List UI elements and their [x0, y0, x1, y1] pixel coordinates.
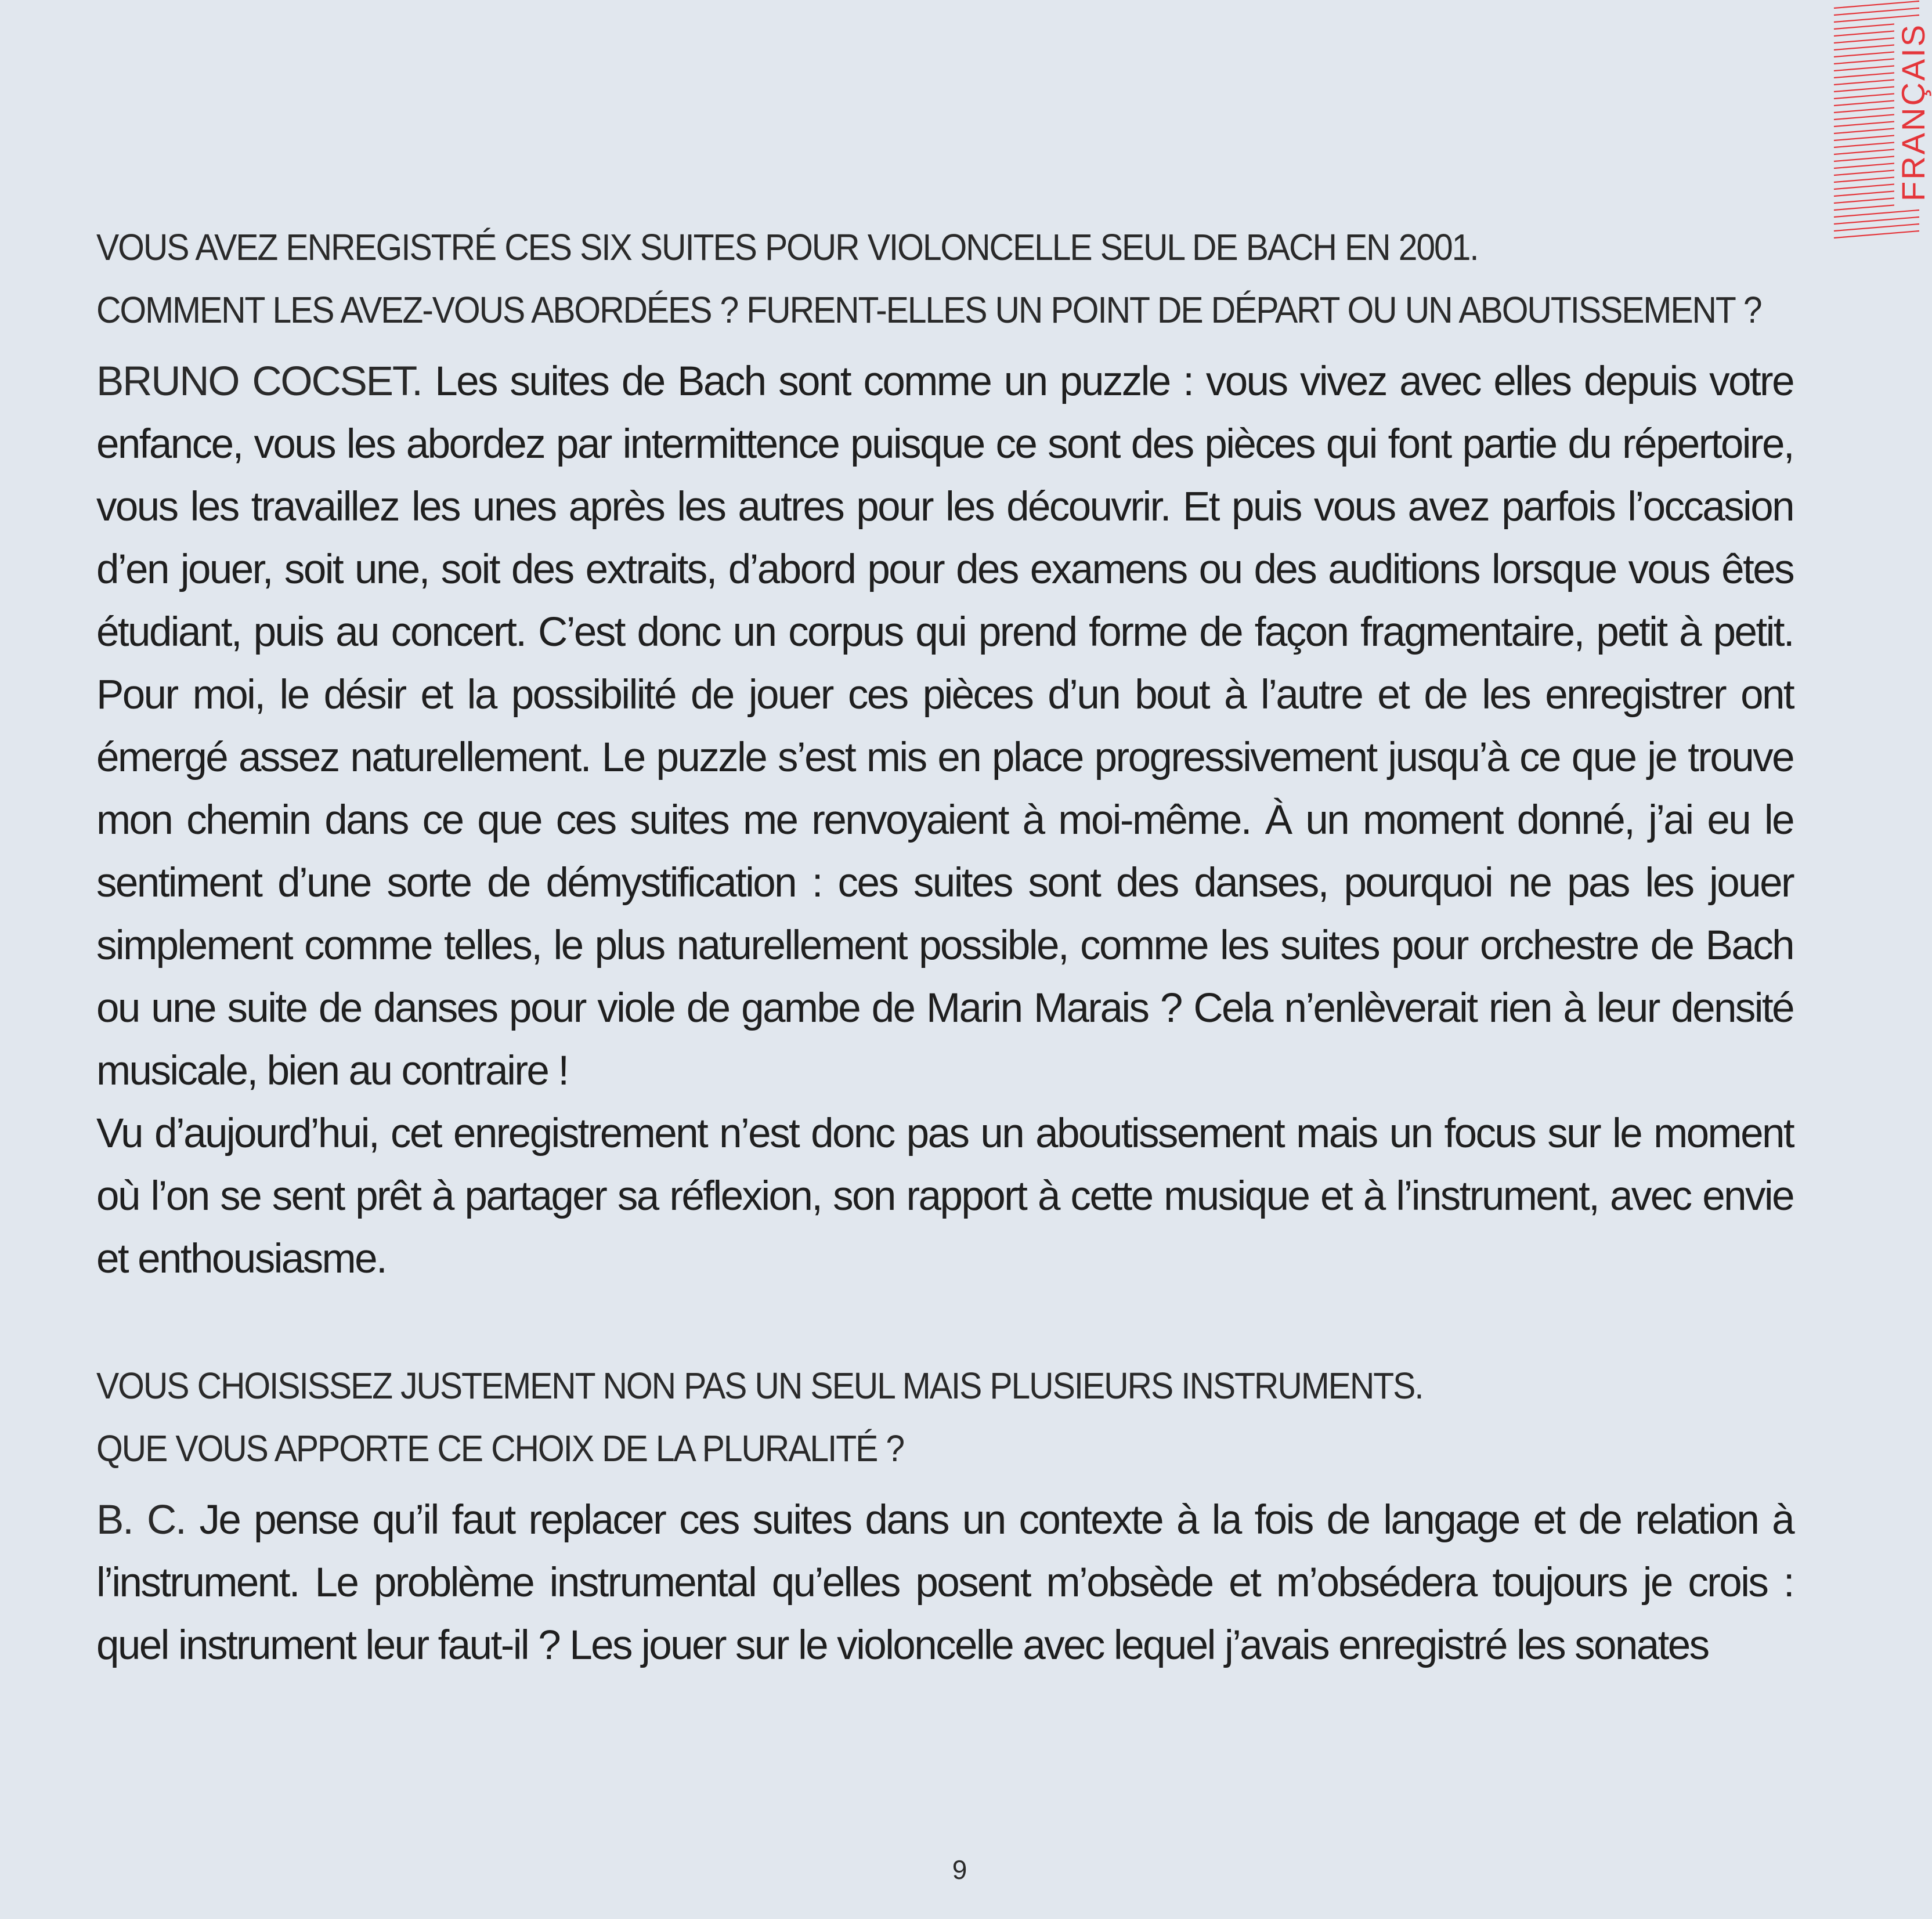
hatch-line [1834, 8, 1919, 15]
section-spacer [96, 1291, 1793, 1354]
question-line: QUE VOUS APPORTE CE CHOIX DE LA PLURALITÉ ? [96, 1427, 904, 1469]
speaker-name: BRUNO COCSET. [96, 359, 422, 404]
hatch-line [1834, 1, 1919, 8]
hatch-line [1834, 217, 1919, 224]
answer-2 [96, 1489, 1793, 1677]
hatch-line [1834, 231, 1919, 238]
question-2 [96, 1354, 1794, 1480]
hatch-line [1834, 224, 1919, 231]
question-line: VOUS AVEZ ENREGISTRÉ CES SIX SUITES POUR VIOLONCELLE SEUL DE BACH EN 2001. [96, 226, 1478, 268]
speaker-name: B. C. [96, 1497, 186, 1543]
question-line: VOUS CHOISISSEZ JUSTEMENT NON PAS UN SEUL MAIS PLUSIEURS INSTRUMENTS. [96, 1365, 1423, 1407]
answer-paragraph [96, 350, 1793, 1103]
language-tab [1834, 0, 1931, 244]
answer-paragraph: Vu d’aujourd’hui, cet enregistrement n’est donc pas un aboutissement mais un focus sur le moment où l’on se sent prêt à partager sa réflexion, son rapport à cette musique et à l’instrument, avec envie et enthousiasme. [96, 1111, 1793, 1282]
question-1 [96, 216, 1794, 341]
answer-paragraph [96, 1489, 1793, 1677]
hatch-line [1834, 210, 1919, 217]
answer-1 [96, 350, 1793, 1291]
answer-text: Je pense qu’il faut replacer ces suites dans un contexte à la fois de langage et de relation à l’instrument. Le problème instrumental qu’elles posent m’obsède et m’obsédera toujours je crois : quel instrument leur faut-il ? Les jouer sur le violoncelle avec lequel j’avais enregistré les sonates [96, 1497, 1793, 1668]
question-line: COMMENT LES AVEZ-VOUS ABORDÉES ? FURENT-ELLES UN POINT DE DÉPART OU UN ABOUTISSEMENT ? [96, 289, 1761, 331]
page-number: 9 [952, 1855, 967, 1885]
language-label: FRANÇAIS [1894, 19, 1932, 206]
interview-content [96, 216, 1793, 1677]
answer-text: Les suites de Bach sont comme un puzzle : vous vivez avec elles depuis votre enfance, vous les abordez par intermittence puisque ce sont des pièces qui font partie du répertoire, vous les travaillez les unes après les autres pour les découvrir. Et puis vous avez parfois l’occasion d’en jouer, soit une, soit des extraits, d’abord pour des examens ou des auditions lorsque vous êtes étudiant, puis au concert. C’est donc un corpus qui prend forme de façon fragmentaire, petit à petit. Pour moi, le désir et la possibilité de jouer ces pièces d’un bout à l’autre et de les enregistrer ont émergé assez naturellement. Le puzzle s’est mis en place progressivement jusqu’à ce que je trouve mon chemin dans ce que ces suites me renvoyaient à moi-même. À un moment donné, j’ai eu le sentiment d’une sorte de démystification : ces suites sont des danses, pourquoi ne pas les jouer simplement comme telles, le plus naturellement possible, comme les suites pour orchestre de Bach ou une suite de danses pour viole de gambe de Marin Marais ? Cela n’enlèverait rien à leur densité musicale, bien au contraire ! [96, 359, 1793, 1094]
